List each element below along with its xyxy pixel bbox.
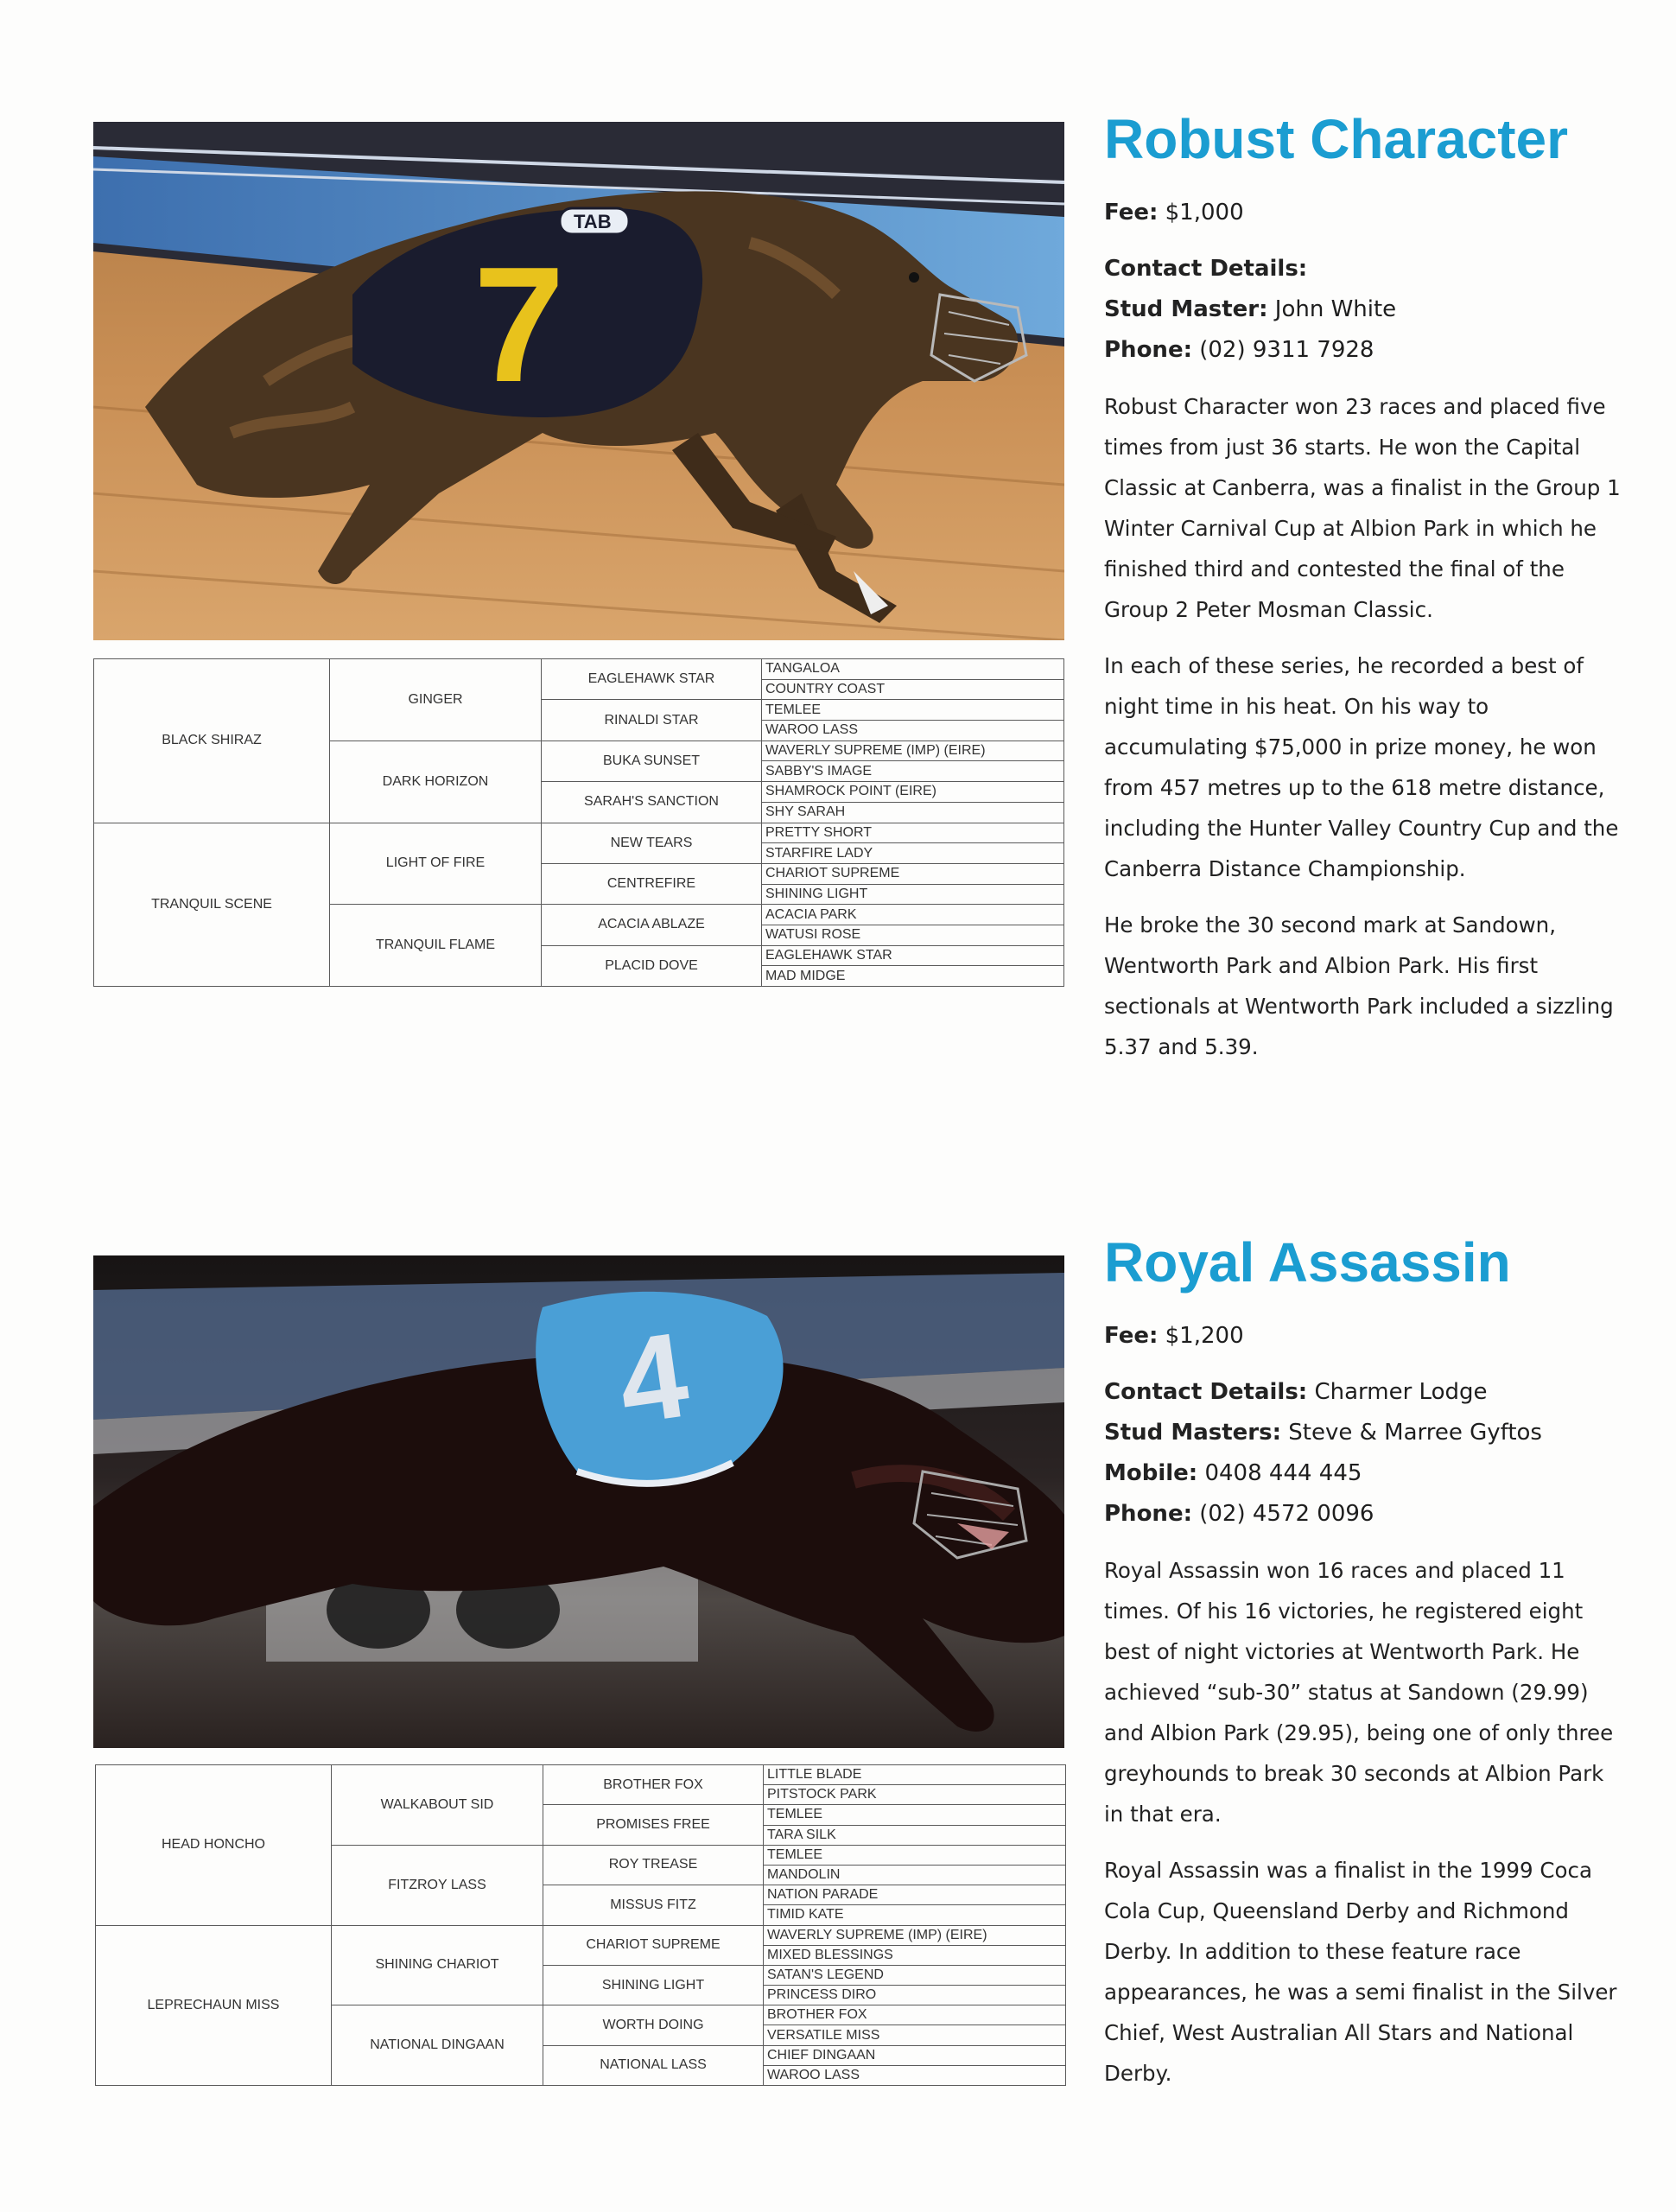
pedigree-ancestor: BROTHER FOX — [764, 2005, 1066, 2025]
pedigree-ancestor: TEMLEE — [762, 700, 1064, 721]
fee-label: Fee: — [1104, 1323, 1159, 1350]
pedigree-ancestor: COUNTRY COAST — [762, 679, 1064, 700]
stud-master-line — [1104, 289, 1622, 330]
royal-assassin-info — [1104, 1231, 1622, 2094]
royal-assassin-pedigree-table — [95, 1764, 1066, 2086]
fee-line — [1104, 193, 1622, 233]
pedigree-ancestor: CHIEF DINGAAN — [764, 2045, 1066, 2065]
pedigree-grandparent: NATIONAL DINGAAN — [332, 2005, 543, 2086]
pedigree-ancestor: MIXED BLESSINGS — [764, 1945, 1066, 1965]
stud-master-label: Stud Master: — [1104, 296, 1268, 323]
pedigree-sire: HEAD HONCHO — [96, 1765, 332, 1926]
pedigree-great-grandparent: EAGLEHAWK STAR — [542, 659, 762, 700]
pedigree-great-grandparent: WORTH DOING — [543, 2005, 764, 2045]
rug-number: 4 — [610, 1306, 696, 1450]
pedigree-ancestor: ACACIA PARK — [762, 905, 1064, 925]
royal-assassin-photo — [93, 1255, 1064, 1748]
fee-value: $1,000 — [1165, 200, 1244, 226]
pedigree-ancestor: TEMLEE — [764, 1845, 1066, 1865]
pedigree-ancestor: NATION PARADE — [764, 1885, 1066, 1905]
pedigree-ancestor: EAGLEHAWK STAR — [762, 945, 1064, 966]
pedigree-ancestor: WAVERLY SUPREME (IMP) (EIRE) — [764, 1925, 1066, 1945]
pedigree-ancestor: TANGALOA — [762, 659, 1064, 680]
pedigree-ancestor: WAROO LASS — [764, 2065, 1066, 2085]
pedigree-great-grandparent: BUKA SUNSET — [542, 741, 762, 781]
pedigree-ancestor: SABBY'S IMAGE — [762, 761, 1064, 782]
fee-line — [1104, 1316, 1622, 1357]
pedigree-ancestor: WAVERLY SUPREME (IMP) (EIRE) — [762, 741, 1064, 761]
pedigree-grandparent: DARK HORIZON — [330, 741, 542, 823]
robust-character-info — [1104, 108, 1622, 1067]
pedigree-great-grandparent: PLACID DOVE — [542, 945, 762, 986]
pedigree-grandparent: FITZROY LASS — [332, 1845, 543, 1925]
pedigree-great-grandparent: CHARIOT SUPREME — [543, 1925, 764, 1965]
pedigree-ancestor: LITTLE BLADE — [764, 1765, 1066, 1785]
pedigree-ancestor: SATAN'S LEGEND — [764, 1965, 1066, 1985]
description-paragraph: In each of these series, he recorded a best of night time in his heat. On his way to accumulating $75,000 in prize money, he won from 457 metres up to the 618 metre distance, including the Hunter Valley Country Cup and the Canberra Distance Championship. — [1104, 653, 1619, 882]
pedigree-ancestor: STARFIRE LADY — [762, 843, 1064, 864]
pedigree-ancestor: WATUSI ROSE — [762, 925, 1064, 945]
pedigree-ancestor: SHAMROCK POINT (EIRE) — [762, 782, 1064, 803]
pedigree-ancestor: WAROO LASS — [762, 721, 1064, 741]
mobile-value: 0408 444 445 — [1204, 1460, 1362, 1487]
mobile-label: Mobile: — [1104, 1460, 1198, 1487]
pedigree-ancestor: CHARIOT SUPREME — [762, 863, 1064, 884]
pedigree-ancestor: TARA SILK — [764, 1825, 1066, 1845]
phone-line — [1104, 330, 1622, 371]
fee-label: Fee: — [1104, 200, 1159, 226]
pedigree-ancestor: SHINING LIGHT — [762, 884, 1064, 905]
pedigree-great-grandparent: ROY TREASE — [543, 1845, 764, 1885]
pedigree-grandparent: TRANQUIL FLAME — [330, 905, 542, 987]
pedigree-ancestor: VERSATILE MISS — [764, 2025, 1066, 2045]
robust-character-pedigree-table — [93, 658, 1064, 987]
pedigree-ancestor: MANDOLIN — [764, 1865, 1066, 1885]
pedigree-grandparent: LIGHT OF FIRE — [330, 823, 542, 905]
pedigree-ancestor: PITSTOCK PARK — [764, 1785, 1066, 1805]
phone-value: (02) 4572 0096 — [1199, 1501, 1374, 1528]
pedigree-great-grandparent: ACACIA ABLAZE — [542, 905, 762, 945]
description-paragraph: Royal Assassin won 16 races and placed 11 times. Of his 16 victories, he registered eight best of night victories at Wentworth Park. He achieved “sub-30” status at Sandown (29.99) and Albion Park (29.95), being one of only three greyhounds to break 30 seconds at Albion Park in that era. — [1104, 1558, 1614, 1827]
pedigree-ancestor: PRETTY SHORT — [762, 823, 1064, 843]
pedigree-ancestor: TIMID KATE — [764, 1905, 1066, 1925]
stud-master-value: John White — [1274, 296, 1397, 323]
pedigree-ancestor: SHY SARAH — [762, 802, 1064, 823]
rug-text: TAB — [574, 211, 612, 232]
rug-number: 7 — [473, 233, 565, 416]
phone-value: (02) 9311 7928 — [1199, 337, 1374, 364]
phone-label: Phone: — [1104, 1501, 1192, 1528]
stud-master-label: Stud Masters: — [1104, 1420, 1281, 1446]
pedigree-great-grandparent: NATIONAL LASS — [543, 2045, 764, 2085]
pedigree-great-grandparent: CENTREFIRE — [542, 863, 762, 904]
pedigree-grandparent: GINGER — [330, 659, 542, 741]
contact-details-label: Contact Details: — [1104, 256, 1308, 283]
pedigree-grandparent: WALKABOUT SID — [332, 1765, 543, 1846]
description-paragraph: Robust Character won 23 races and placed five times from just 36 starts. He won the Capital Classic at Canberra, was a finalist in the Group 1 Winter Carnival Cup at Albion Park in which he finished third and contested the final of the Group 2 Peter Mosman Classic. — [1104, 394, 1621, 623]
contact-details-line — [1104, 1372, 1622, 1413]
pedigree-great-grandparent: NEW TEARS — [542, 823, 762, 863]
pedigree-great-grandparent: SARAH'S SANCTION — [542, 782, 762, 823]
robust-character-photo — [93, 122, 1064, 640]
mobile-line — [1104, 1453, 1622, 1494]
pedigree-great-grandparent: RINALDI STAR — [542, 700, 762, 741]
description-paragraph: Royal Assassin was a finalist in the 1999 Coca Cola Cup, Queensland Derby and Richmond Derby. In addition to these feature race appearances, he was a semi finalist in the Silver Chief, West Australian All Stars and National Derby. — [1104, 1858, 1617, 2087]
contact-details-label: Contact Details: — [1104, 1379, 1308, 1406]
pedigree-great-grandparent: MISSUS FITZ — [543, 1885, 764, 1925]
fee-value: $1,200 — [1165, 1323, 1244, 1350]
phone-line — [1104, 1494, 1622, 1535]
pedigree-ancestor: MAD MIDGE — [762, 966, 1064, 987]
pedigree-grandparent: SHINING CHARIOT — [332, 1925, 543, 2005]
contact-details-line — [1104, 249, 1622, 289]
description-paragraph: He broke the 30 second mark at Sandown, Wentworth Park and Albion Park. His first sectionals at Wentworth Park included a sizzling 5.37 and 5.39. — [1104, 912, 1614, 1060]
pedigree-ancestor: PRINCESS DIRO — [764, 1986, 1066, 2005]
stud-master-value: Steve & Marree Gyftos — [1288, 1420, 1542, 1446]
pedigree-great-grandparent: SHINING LIGHT — [543, 1965, 764, 2005]
contact-details-value: Charmer Lodge — [1314, 1379, 1488, 1406]
pedigree-great-grandparent: PROMISES FREE — [543, 1805, 764, 1845]
phone-label: Phone: — [1104, 337, 1192, 364]
dog-name-heading: Royal Assassin — [1104, 1231, 1511, 1294]
pedigree-dam: TRANQUIL SCENE — [94, 823, 330, 987]
dog-name-heading: Robust Character — [1104, 108, 1568, 170]
pedigree-sire: BLACK SHIRAZ — [94, 659, 330, 823]
pedigree-ancestor: TEMLEE — [764, 1805, 1066, 1825]
pedigree-dam: LEPRECHAUN MISS — [96, 1925, 332, 2086]
pedigree-great-grandparent: BROTHER FOX — [543, 1765, 764, 1805]
stud-master-line — [1104, 1413, 1622, 1453]
